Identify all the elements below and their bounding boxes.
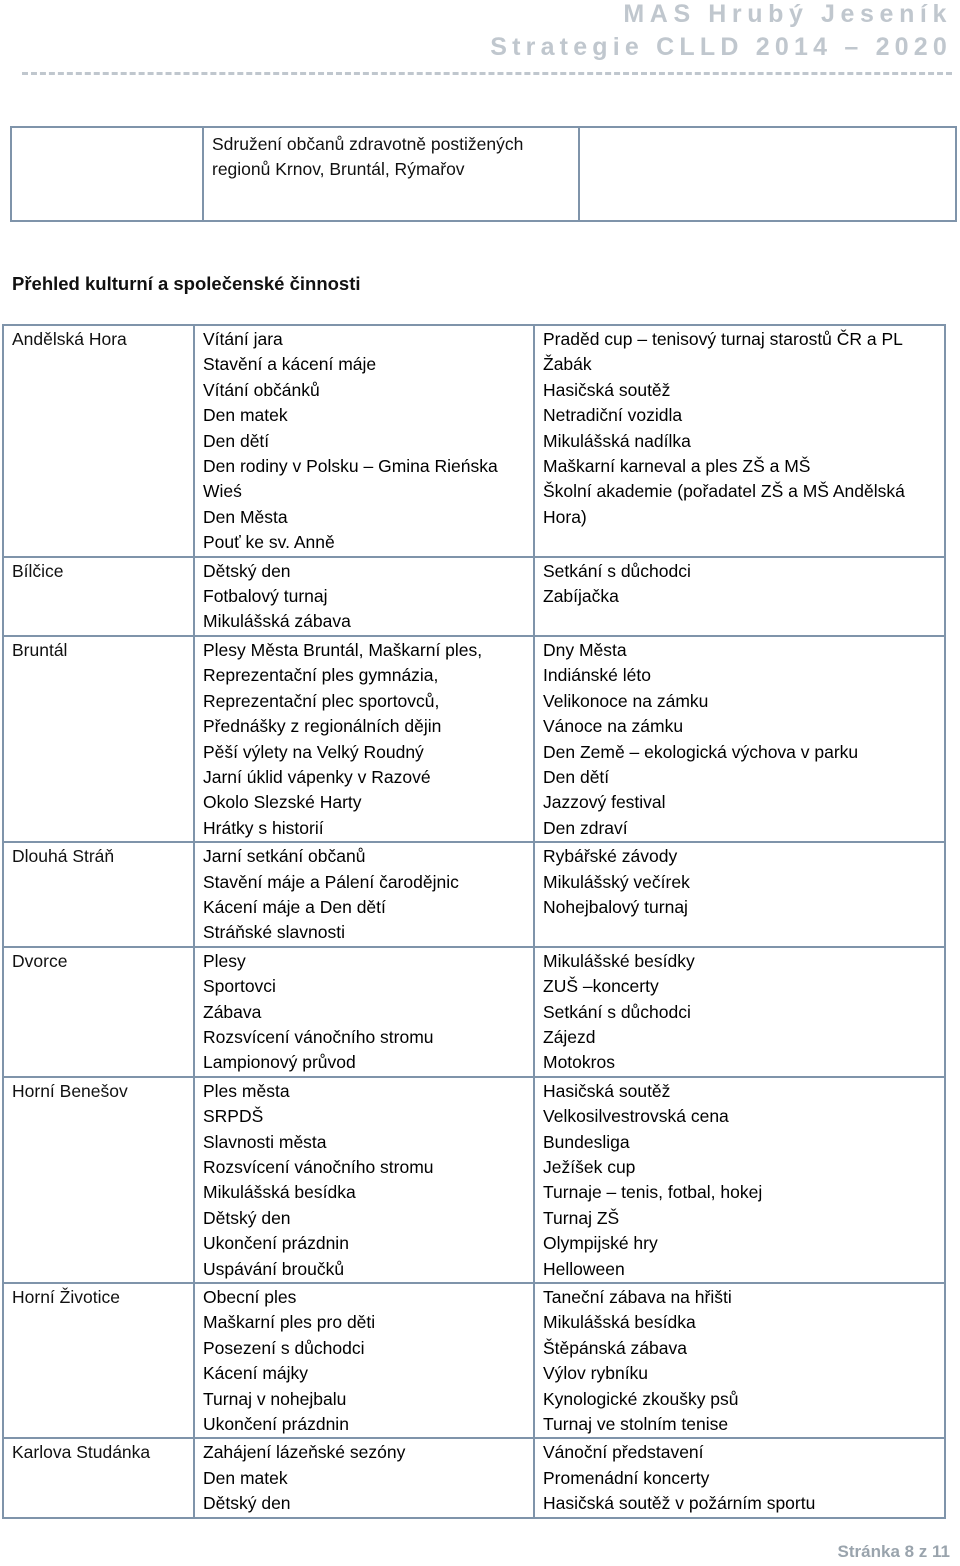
list-item: Školní akademie (pořadatel ZŠ a MŠ Andělská Hora) xyxy=(543,481,905,527)
list-item: Den Země – ekologická výchova v parku xyxy=(543,741,859,762)
events-cell xyxy=(534,1077,945,1283)
activities-table xyxy=(2,324,946,1519)
list-item: Obecní ples xyxy=(203,1287,297,1308)
municipality-name: Horní Benešov xyxy=(3,1077,194,1283)
list-item: Jarní setkání občanů xyxy=(203,846,366,867)
list-item: Nohejbalový turnaj xyxy=(543,896,688,917)
list-item: Žabák xyxy=(543,354,592,375)
list-item: Dětský den xyxy=(203,560,291,581)
list-item: Stráňské slavnosti xyxy=(203,922,346,943)
list-item: Praděd cup – tenisový turnaj starostů ČR a PL xyxy=(543,329,903,349)
table-cell: Sdružení občanů zdravotně postižených regionů Krnov, Bruntál, Rýmařov xyxy=(203,127,579,221)
list-item: Mikulášská besídka xyxy=(543,1312,696,1333)
list-item: Zájezd xyxy=(543,1026,596,1047)
municipality-name: Andělská Hora xyxy=(3,325,194,557)
document-header-title: MAS Hrubý Jeseník xyxy=(623,0,952,28)
list-item: Reprezentační ples gymnázia, xyxy=(203,665,439,686)
list-item: Den dětí xyxy=(203,430,270,451)
list-item: Motokros xyxy=(543,1052,615,1073)
list-item: Sportovci xyxy=(203,976,276,997)
list-item: Hrátky s historií xyxy=(203,817,324,838)
list-item: Reprezentační plec sportovců, xyxy=(203,690,440,711)
municipality-name: Dlouhá Stráň xyxy=(3,842,194,947)
list-item: Turnaj ZŠ xyxy=(543,1207,620,1228)
activities-cell xyxy=(194,636,534,842)
list-item: Kácení máje a Den dětí xyxy=(203,896,386,917)
municipality-name: Dvorce xyxy=(3,947,194,1077)
list-item: Okolo Slezské Harty xyxy=(203,792,362,813)
list-item: Vítání občánků xyxy=(203,379,320,400)
list-item: Ukončení prázdnin xyxy=(203,1414,349,1435)
events-cell xyxy=(534,1438,945,1517)
header-divider xyxy=(22,72,952,75)
table-row xyxy=(3,636,945,842)
list-item: Ples města xyxy=(203,1080,290,1101)
municipality-name: Bílčice xyxy=(3,557,194,636)
list-item: Den matek xyxy=(203,1467,288,1488)
list-item: Taneční zábava na hřišti xyxy=(543,1287,732,1308)
activities-cell xyxy=(194,1283,534,1438)
list-item: Dětský den xyxy=(203,1207,291,1228)
list-item: Mikulášská zábava xyxy=(203,611,351,632)
municipality-name: Horní Životice xyxy=(3,1283,194,1438)
list-item: Posezení s důchodci xyxy=(203,1337,365,1358)
list-item: Den matek xyxy=(203,405,288,426)
events-cell xyxy=(534,636,945,842)
list-item: Vítání jara xyxy=(203,329,283,349)
table-row xyxy=(3,325,945,557)
section-heading: Přehled kulturní a společenské činnosti xyxy=(12,273,361,294)
list-item: Helloween xyxy=(543,1258,625,1279)
list-item: Lampionový průvod xyxy=(203,1052,356,1073)
list-item: Kácení májky xyxy=(203,1363,309,1384)
list-item: Bundesliga xyxy=(543,1131,630,1152)
list-item: Stavění máje a Pálení čarodějnic xyxy=(203,871,459,892)
municipality-name: Karlova Studánka xyxy=(3,1438,194,1517)
list-item: Promenádní koncerty xyxy=(543,1467,710,1488)
list-item: Den Města xyxy=(203,506,288,527)
page-number: Stránka 8 z 11 xyxy=(837,1542,950,1561)
list-item: Přednášky z regionálních dějin xyxy=(203,716,442,737)
list-item: Velkosilvestrovská cena xyxy=(543,1106,729,1127)
activities-cell xyxy=(194,557,534,636)
municipality-name: Bruntál xyxy=(3,636,194,842)
list-item: Netradiční vozidla xyxy=(543,405,683,426)
list-item: Mikulášská nadílka xyxy=(543,430,691,451)
activities-cell xyxy=(194,1438,534,1517)
activities-cell xyxy=(194,325,534,557)
list-item: Turnaje – tenis, fotbal, hokej xyxy=(543,1182,763,1203)
list-item: Mikulášská besídka xyxy=(203,1182,356,1203)
list-item: Den zdraví xyxy=(543,817,628,838)
list-item: Hasičská soutěž v požárním sportu xyxy=(543,1493,816,1514)
events-cell xyxy=(534,842,945,947)
list-item: Turnaj ve stolním tenise xyxy=(543,1414,729,1435)
list-item: Slavnosti města xyxy=(203,1131,327,1152)
list-item: Fotbalový turnaj xyxy=(203,586,328,607)
table-cell xyxy=(11,127,203,221)
table-row xyxy=(3,947,945,1077)
list-item: Ukončení prázdnin xyxy=(203,1233,349,1254)
list-item: Mikulášský večírek xyxy=(543,871,690,892)
list-item: Hasičská soutěž xyxy=(543,379,671,400)
list-item: Vánoční představení xyxy=(543,1442,704,1463)
events-cell xyxy=(534,947,945,1077)
list-item: Dětský den xyxy=(203,1493,291,1514)
list-item: Indiánské léto xyxy=(543,665,651,686)
list-item: Mikulášské besídky xyxy=(543,950,695,971)
list-item: Uspávání broučků xyxy=(203,1258,345,1279)
list-item: Pěší výlety na Velký Roudný xyxy=(203,741,424,762)
table-row xyxy=(3,1283,945,1438)
list-item: Maškarní karneval a ples ZŠ a MŠ xyxy=(543,456,811,477)
list-item: Maškarní ples pro děti xyxy=(203,1312,376,1333)
table-row xyxy=(3,842,945,947)
events-cell xyxy=(534,1283,945,1438)
table-row xyxy=(3,557,945,636)
list-item: ZUŠ –koncerty xyxy=(543,976,659,997)
list-item: Štěpánská zábava xyxy=(543,1337,687,1358)
activities-cell xyxy=(194,947,534,1077)
list-item: Hasičská soutěž xyxy=(543,1080,671,1101)
list-item: Den rodiny v Polsku – Gmina Rieńska Wieś xyxy=(203,456,498,502)
list-item: Kynologické zkoušky psů xyxy=(543,1388,739,1409)
events-cell xyxy=(534,325,945,557)
list-item: Plesy Města Bruntál, Maškarní ples, xyxy=(203,639,483,660)
list-item: Rozsvícení vánočního stromu xyxy=(203,1157,434,1177)
list-item: Rozsvícení vánočního stromu xyxy=(203,1026,434,1047)
document-header-subtitle: Strategie CLLD 2014 – 2020 xyxy=(490,33,952,61)
list-item: Ježíšek cup xyxy=(543,1157,636,1177)
table-row xyxy=(11,127,956,221)
list-item: Den dětí xyxy=(543,766,610,787)
list-item: Olympijské hry xyxy=(543,1233,658,1254)
list-item: Zabíjačka xyxy=(543,586,619,607)
table-cell xyxy=(579,127,956,221)
list-item: Jazzový festival xyxy=(543,792,666,813)
events-cell xyxy=(534,557,945,636)
activities-cell xyxy=(194,1077,534,1283)
list-item: Plesy xyxy=(203,950,246,971)
list-item: Rybářské závody xyxy=(543,846,678,867)
list-item: Stavění a kácení máje xyxy=(203,354,377,375)
list-item: Jarní úklid vápenky v Razové xyxy=(203,766,431,787)
list-item: Výlov rybníku xyxy=(543,1363,649,1384)
activities-cell xyxy=(194,842,534,947)
list-item: Zábava xyxy=(203,1001,262,1022)
table-row xyxy=(3,1077,945,1283)
list-item: Pouť ke sv. Anně xyxy=(203,532,335,553)
list-item: Setkání s důchodci xyxy=(543,1001,691,1022)
list-item: Turnaj v nohejbalu xyxy=(203,1388,347,1409)
list-item: Vánoce na zámku xyxy=(543,716,684,737)
top-table xyxy=(10,126,957,222)
list-item: Setkání s důchodci xyxy=(543,560,691,581)
list-item: Velikonoce na zámku xyxy=(543,690,709,711)
list-item: Zahájení lázeňské sezóny xyxy=(203,1442,406,1463)
list-item: Dny Města xyxy=(543,639,627,660)
list-item: SRPDŠ xyxy=(203,1106,264,1127)
table-row xyxy=(3,1438,945,1517)
